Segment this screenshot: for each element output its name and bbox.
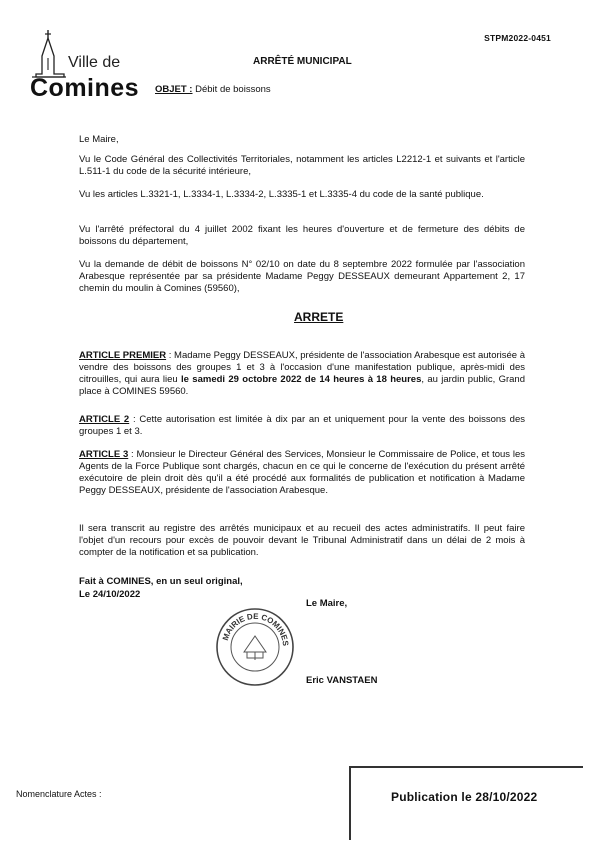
fait-a-comines: Fait à COMINES, en un seul original, xyxy=(79,576,243,587)
article-premier-location: , au jardin public, Grand place à COMINES 59560. xyxy=(79,374,526,397)
vu-paragraph-3: Vu l'arrêté préfectoral du 4 juillet 2002 fixant les heures d'ouverture et de fermeture des débits de boissons du département, xyxy=(79,224,525,247)
objet-line xyxy=(155,84,271,95)
article-2-label: ARTICLE 2 xyxy=(79,414,130,425)
logo-ville-de: Ville de xyxy=(68,54,121,71)
article-premier-date: le samedi 29 octobre 2022 de 14 heures à 18 heures xyxy=(181,374,422,385)
article-3-label: ARTICLE 3 xyxy=(79,449,129,460)
article-3 xyxy=(79,449,525,497)
article-2-text: : Cette autorisation est limitée à dix par an et uniquement pour la vente des boissons des groupes 1 et 3. xyxy=(79,414,525,437)
salutation: Le Maire, xyxy=(79,134,119,145)
objet-text: Débit de boissons xyxy=(195,84,271,95)
vu-paragraph-4: Vu la demande de débit de boissons N° 02/10 on date du 8 septembre 2022 formulée par l'association Arabesque représentée par sa présidente Madame Peggy DESSEAUX demeurant Appartement 2, 17 chemin du moulin à Comines (59560), xyxy=(79,259,525,294)
signer-name: Eric VANSTAEN xyxy=(306,675,378,686)
logo-comines: Comines xyxy=(30,74,140,102)
vu-paragraph-1: Vu le Code Général des Collectivités Territoriales, notamment les articles L2212-1 et suivants et l'article L.511-1 du code de la sécurité intérieure, xyxy=(79,154,525,177)
document-title: ARRÊTÉ MUNICIPAL xyxy=(253,56,352,67)
article-premier-label: ARTICLE PREMIER xyxy=(79,350,167,361)
article-3-text: : Monsieur le Directeur Général des Services, Monsieur le Commissaire de Police, et tous les Agents de la Force Publique sont chargés, chacun en ce qui le concerne de l'exécution du présent arrêté exécutoire de plein droit dès qu'il a été procédé aux formalités de publication et notification à Madame Peggy DESSEAUX, présidente de l'association Arabesque. xyxy=(79,449,525,496)
vu-paragraph-2: Vu les articles L.3321-1, L.3334-1, L.3334-2, L.3335-1 et L.3335-4 du code de la santé publique. xyxy=(79,189,484,200)
article-premier xyxy=(79,350,525,398)
article-premier-text: : Madame Peggy DESSEAUX, présidente de l'association Arabesque est autorisée à vendre des boissons des groupes 1 et 3 à l'occasion d'une manifestation publique, après-midi des citrouilles, qui aura lieu xyxy=(79,350,526,385)
article-2 xyxy=(79,414,525,438)
signature-place-date xyxy=(79,575,243,601)
recours-paragraph: Il sera transcrit au registre des arrêtés municipaux et au recueil des actes administratifs. Il peut faire l'objet d'un recours pour excès de pouvoir devant le Tribunal Administratif dans un délai de 2 mois à compter de la notification et sa publication. xyxy=(79,523,525,558)
svg-text:MAIRIE DE COMINES: MAIRIE DE COMINES xyxy=(220,611,291,647)
objet-label: OBJET : xyxy=(155,84,193,95)
arrete-heading: ARRETE xyxy=(294,310,344,324)
nomenclature-actes-label: Nomenclature Actes : xyxy=(16,789,102,799)
publication-date: Publication le 28/10/2022 xyxy=(391,790,538,804)
signature-date: Le 24/10/2022 xyxy=(79,589,141,600)
le-maire-label: Le Maire, xyxy=(306,598,348,609)
official-seal-stamp xyxy=(214,606,296,688)
document-reference: STPM2022-0451 xyxy=(484,33,551,43)
